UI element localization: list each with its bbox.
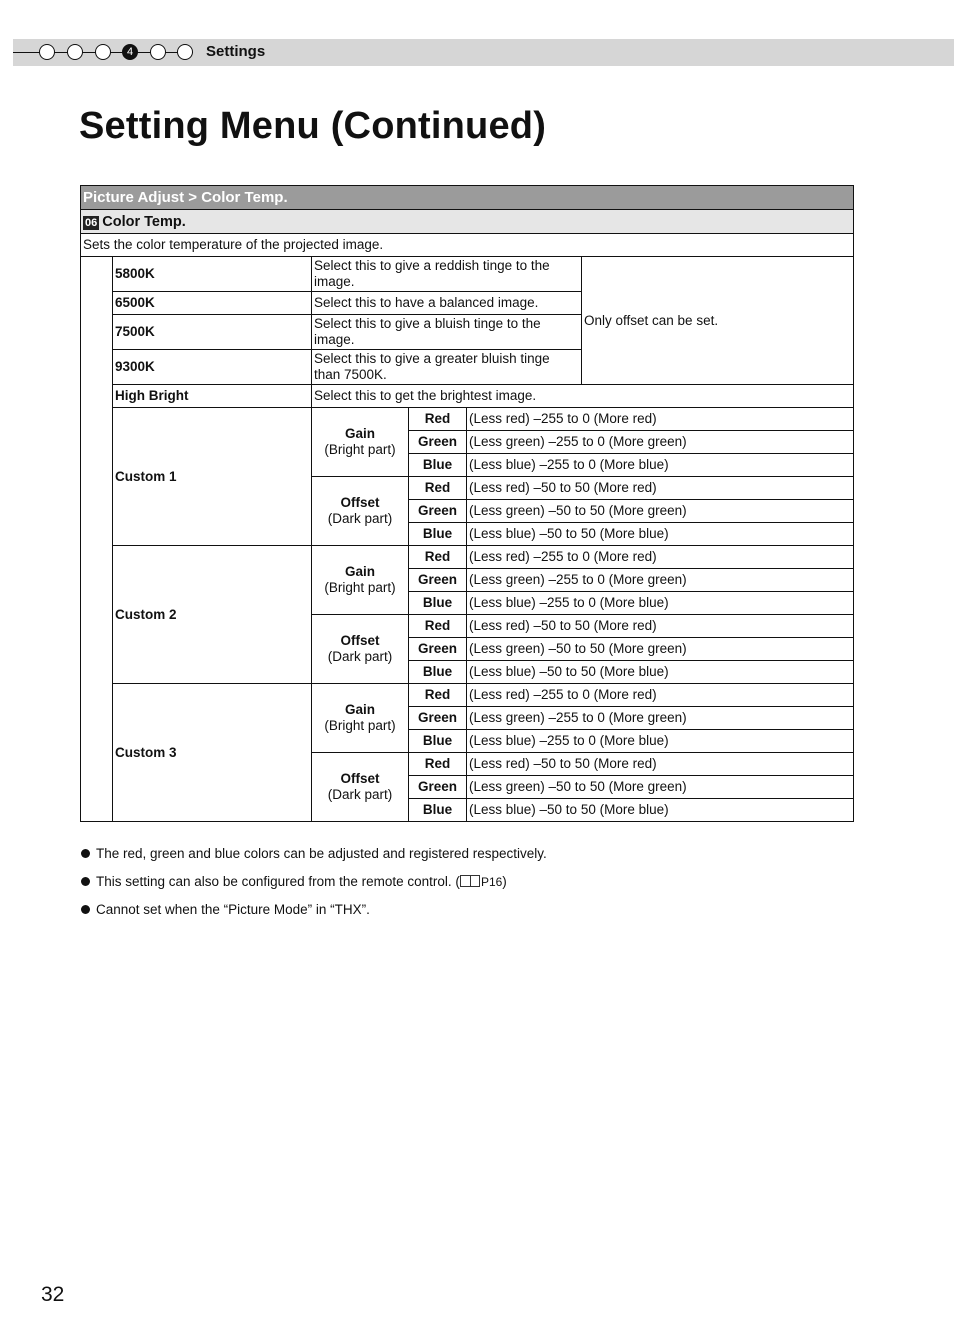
note-text-end: ) <box>502 874 507 889</box>
bullet-icon <box>81 849 90 858</box>
color-label: Green <box>409 707 467 730</box>
offset-cell <box>312 477 409 546</box>
range-value: (Less blue) –255 to 0 (More blue) <box>467 730 854 753</box>
preset-desc: Select this to give a reddish tinge to the image. <box>312 257 582 292</box>
range-value: (Less green) –255 to 0 (More green) <box>467 431 854 454</box>
gain-cell <box>312 546 409 615</box>
note-item <box>80 901 547 929</box>
preset-desc: Select this to have a balanced image. <box>312 292 582 315</box>
notes-list <box>80 845 547 929</box>
item-description: Sets the color temperature of the projected image. <box>81 234 854 257</box>
color-label: Blue <box>409 523 467 546</box>
color-label: Green <box>409 638 467 661</box>
preset-name: 6500K <box>113 292 312 315</box>
range-value: (Less green) –255 to 0 (More green) <box>467 569 854 592</box>
color-label: Green <box>409 500 467 523</box>
range-value: (Less green) –50 to 50 (More green) <box>467 638 854 661</box>
range-value: (Less red) –255 to 0 (More red) <box>467 546 854 569</box>
color-label: Red <box>409 408 467 431</box>
note-text: The red, green and blue colors can be adjusted and registered respectively. <box>96 846 547 861</box>
preset-desc: Select this to get the brightest image. <box>312 385 854 408</box>
item-name: Color Temp. <box>102 213 186 230</box>
range-value: (Less red) –50 to 50 (More red) <box>467 477 854 500</box>
range-value: (Less green) –50 to 50 (More green) <box>467 500 854 523</box>
range-value: (Less green) –255 to 0 (More green) <box>467 707 854 730</box>
range-value: (Less red) –50 to 50 (More red) <box>467 753 854 776</box>
gain-label: Gain <box>344 702 375 717</box>
note-text: This setting can also be configured from the remote control. ( <box>96 874 460 889</box>
offset-label: Offset <box>340 771 380 786</box>
preset-name: 5800K <box>113 257 312 292</box>
custom-name: Custom 3 <box>113 684 312 822</box>
gain-label: Gain <box>344 564 375 579</box>
color-temp-table <box>80 185 854 822</box>
range-value: (Less red) –255 to 0 (More red) <box>467 684 854 707</box>
note-item <box>80 873 547 901</box>
bullet-icon <box>81 877 90 886</box>
range-value: (Less red) –255 to 0 (More red) <box>467 408 854 431</box>
preset-desc: Select this to give a greater bluish tinge than 7500K. <box>312 350 582 385</box>
offset-sub: (Dark part) <box>327 649 393 664</box>
offset-sub: (Dark part) <box>327 511 393 526</box>
color-label: Green <box>409 569 467 592</box>
preset-name: 7500K <box>113 315 312 350</box>
range-value: (Less blue) –50 to 50 (More blue) <box>467 523 854 546</box>
offset-cell <box>312 753 409 822</box>
gain-sub: (Bright part) <box>324 580 396 595</box>
color-label: Red <box>409 477 467 500</box>
range-value: (Less blue) –50 to 50 (More blue) <box>467 661 854 684</box>
color-label: Red <box>409 684 467 707</box>
offset-sub: (Dark part) <box>327 787 393 802</box>
offset-label: Offset <box>340 495 380 510</box>
color-label: Red <box>409 753 467 776</box>
item-number-badge: 06 <box>85 216 98 229</box>
gain-cell <box>312 684 409 753</box>
color-label: Red <box>409 546 467 569</box>
range-value: (Less green) –50 to 50 (More green) <box>467 776 854 799</box>
color-label: Green <box>409 431 467 454</box>
gain-cell <box>312 408 409 477</box>
custom-name: Custom 2 <box>113 546 312 684</box>
book-icon <box>460 875 480 887</box>
step-1-circle <box>39 44 55 60</box>
offset-cell <box>312 615 409 684</box>
table-header: Picture Adjust > Color Temp. <box>81 186 854 210</box>
range-value: (Less blue) –255 to 0 (More blue) <box>467 592 854 615</box>
bullet-icon <box>81 905 90 914</box>
preset-name: 9300K <box>113 350 312 385</box>
gain-label: Gain <box>344 426 375 441</box>
color-label: Green <box>409 776 467 799</box>
color-label: Blue <box>409 799 467 822</box>
color-label: Blue <box>409 730 467 753</box>
custom-name: Custom 1 <box>113 408 312 546</box>
range-value: (Less blue) –50 to 50 (More blue) <box>467 799 854 822</box>
indent-cell <box>81 257 113 822</box>
offset-label: Offset <box>340 633 380 648</box>
preset-desc: Select this to give a bluish tinge to the image. <box>312 315 582 350</box>
color-label: Blue <box>409 454 467 477</box>
section-label: Settings <box>206 43 266 60</box>
note-item <box>80 845 547 873</box>
color-label: Blue <box>409 661 467 684</box>
step-6-circle <box>177 44 193 60</box>
page-number: 32 <box>41 1283 65 1306</box>
preset-note: Only offset can be set. <box>582 257 854 385</box>
step-2-circle <box>67 44 83 60</box>
step-5-circle <box>150 44 166 60</box>
gain-sub: (Bright part) <box>324 718 396 733</box>
gain-sub: (Bright part) <box>324 442 396 457</box>
page-reference-link[interactable]: P16 <box>480 875 503 889</box>
page-title: Setting Menu (Continued) <box>79 105 547 147</box>
note-text: Cannot set when the “Picture Mode” in “THX”. <box>96 902 370 917</box>
range-value: (Less red) –50 to 50 (More red) <box>467 615 854 638</box>
range-value: (Less blue) –255 to 0 (More blue) <box>467 454 854 477</box>
item-title <box>81 210 854 234</box>
step-3-circle <box>95 44 111 60</box>
preset-name: High Bright <box>113 385 312 408</box>
color-label: Red <box>409 615 467 638</box>
step-4-circle-active: 4 <box>122 44 138 60</box>
color-label: Blue <box>409 592 467 615</box>
